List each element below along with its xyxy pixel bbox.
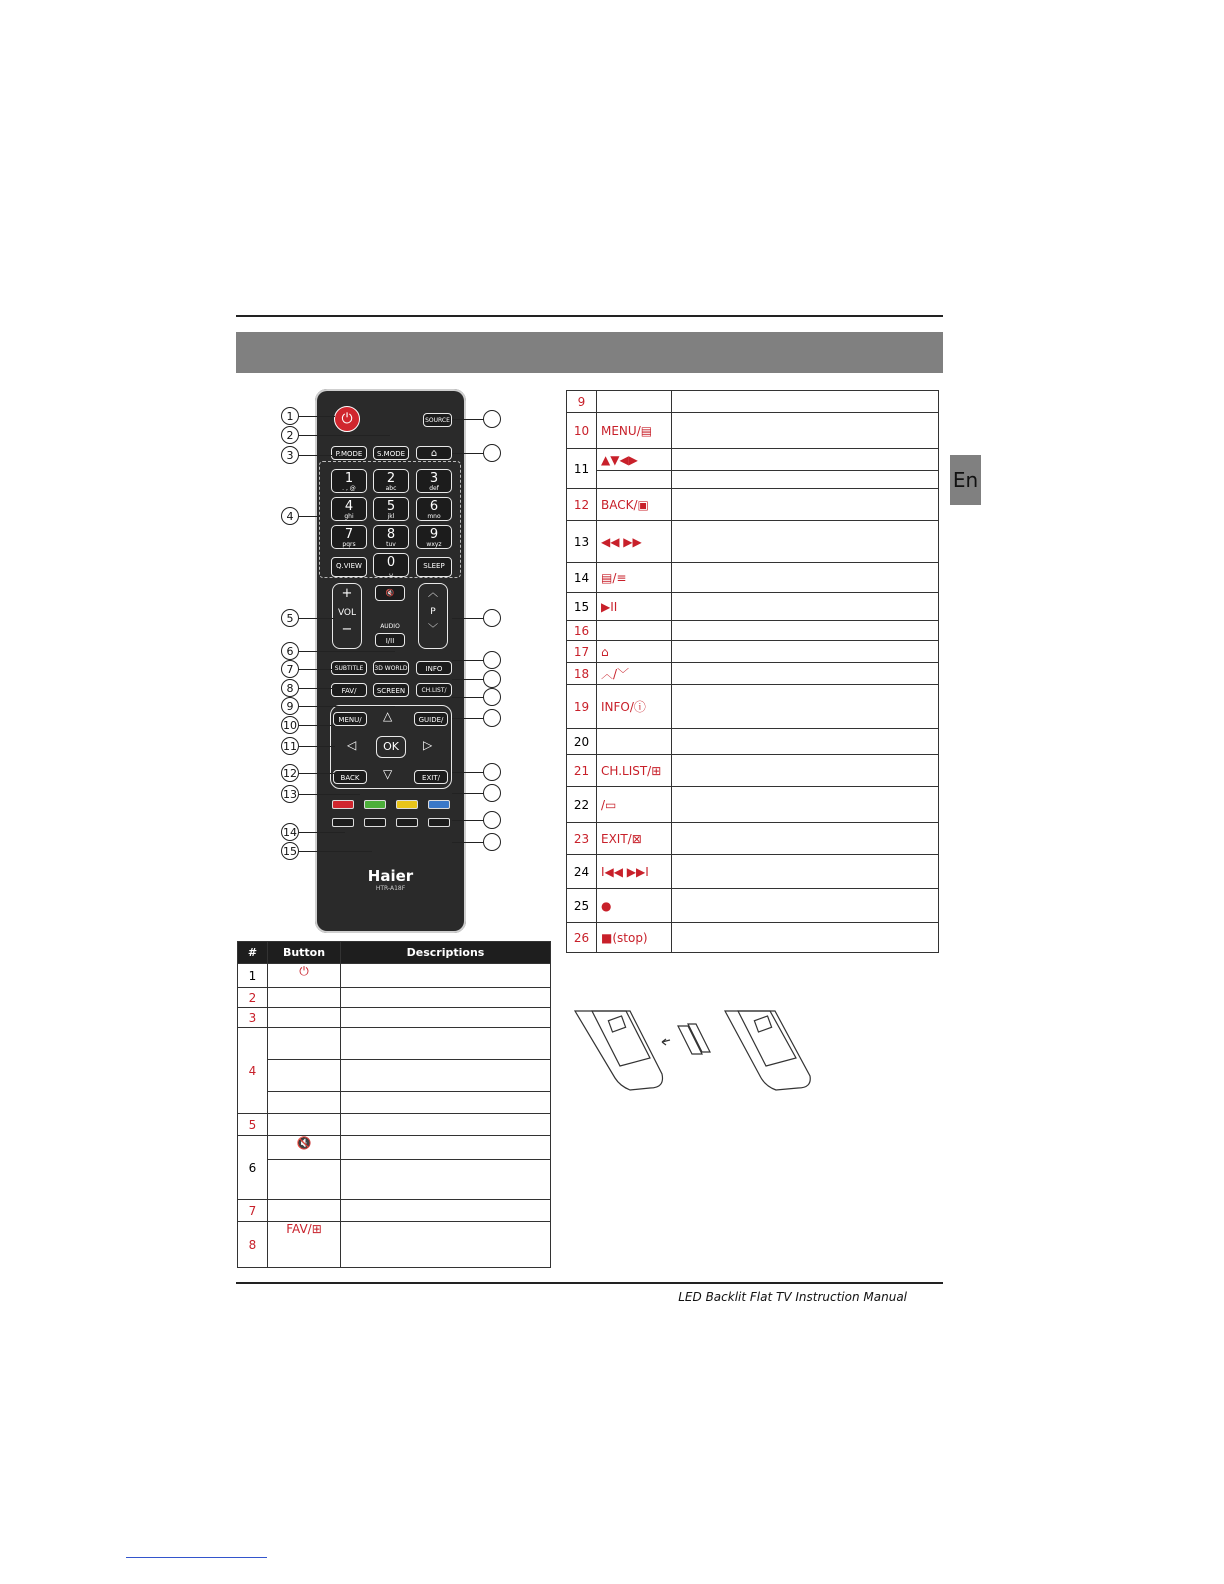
p-label: P	[430, 607, 436, 617]
row-button	[268, 1114, 341, 1136]
row-button	[597, 391, 672, 413]
callout-line	[452, 842, 484, 843]
digit-letters: tuv	[386, 541, 396, 548]
callout-line	[452, 772, 484, 773]
row-number: 20	[567, 729, 597, 755]
3d-world-button: 3D WORLD	[373, 661, 409, 675]
row-number: 18	[567, 663, 597, 685]
table-row	[238, 988, 551, 1008]
callout-line	[299, 455, 335, 456]
callout-line	[299, 725, 335, 726]
table-row	[567, 621, 939, 641]
callout-blank	[483, 670, 501, 688]
digit-label: 8	[386, 527, 396, 542]
row-description	[341, 1092, 551, 1114]
digit-letters: jkl	[387, 513, 395, 520]
green-button	[364, 800, 386, 809]
language-tab: En	[950, 455, 981, 505]
row-description	[341, 1222, 551, 1268]
row-description	[341, 1008, 551, 1028]
row-button	[597, 471, 672, 489]
table-row	[567, 889, 939, 923]
digit-letters: pqrs	[342, 541, 356, 548]
row-button: ●	[597, 889, 672, 923]
callout-line	[452, 697, 484, 698]
callout-2: 2	[281, 426, 299, 444]
row-description	[672, 521, 939, 563]
row-button	[268, 1028, 341, 1060]
callout-5: 5	[281, 609, 299, 627]
subtitle-button: SUBTITLE	[331, 661, 367, 675]
callout-line	[299, 746, 335, 747]
row-number: 12	[567, 489, 597, 521]
callout-blank	[483, 811, 501, 829]
table-row	[238, 1060, 551, 1092]
row-description	[672, 471, 939, 489]
callout-12: 12	[281, 764, 299, 782]
table-row	[238, 1092, 551, 1114]
callout-line	[299, 832, 345, 833]
row-button	[597, 621, 672, 641]
row-number: 17	[567, 641, 597, 663]
callout-line	[452, 679, 484, 680]
row-description	[672, 563, 939, 593]
pmode-button: P.MODE	[331, 446, 367, 460]
row-button: ▶II	[597, 593, 672, 621]
play-pause-button	[364, 818, 386, 827]
row-number: 5	[238, 1114, 268, 1136]
row-number: 15	[567, 593, 597, 621]
table-row	[567, 923, 939, 953]
row-number: 19	[567, 685, 597, 729]
row-button: 🔇	[268, 1136, 341, 1160]
row-description	[341, 988, 551, 1008]
back-button: BACK	[333, 770, 367, 784]
row-number: 16	[567, 621, 597, 641]
row-button: ▲▼◀▶	[597, 449, 672, 471]
row-description	[672, 663, 939, 685]
chlist-button: CH.LIST/	[416, 683, 452, 697]
row-number: 6	[238, 1136, 268, 1200]
callout-line	[299, 851, 372, 852]
row-description	[672, 449, 939, 471]
row-number: 21	[567, 755, 597, 787]
row-number: 13	[567, 521, 597, 563]
number-pad-outline	[319, 461, 461, 578]
row-description	[672, 755, 939, 787]
row-description	[341, 1136, 551, 1160]
digit-label: 6	[429, 499, 439, 514]
digit-label: 2	[386, 471, 396, 486]
row-button	[268, 1008, 341, 1028]
row-button	[268, 988, 341, 1008]
callout-line	[299, 688, 335, 689]
right-button-table	[566, 390, 939, 953]
down-arrow-icon: ▽	[383, 767, 393, 781]
section-banner	[236, 332, 943, 373]
row-description	[672, 593, 939, 621]
callout-line	[452, 453, 484, 454]
digit-label: 1	[344, 471, 354, 486]
row-number: 2	[238, 988, 268, 1008]
row-button: ◀◀ ▶▶	[597, 521, 672, 563]
sleep-button: SLEEP	[416, 557, 452, 577]
power-icon: ⏻	[334, 406, 360, 432]
bottom-rule	[236, 1282, 943, 1284]
table-row	[238, 964, 551, 988]
callout-line	[452, 820, 484, 821]
row-description	[672, 685, 939, 729]
callout-3: 3	[281, 446, 299, 464]
row-description	[341, 1060, 551, 1092]
callout-line	[299, 516, 320, 517]
callout-4: 4	[281, 507, 299, 525]
row-description	[672, 729, 939, 755]
row-number: 24	[567, 855, 597, 889]
row-button: BACK/▣	[597, 489, 672, 521]
table-row	[567, 729, 939, 755]
row-description	[672, 823, 939, 855]
callout-line	[299, 416, 335, 417]
row-description	[672, 787, 939, 823]
header-num: #	[238, 942, 268, 964]
table-row	[238, 1200, 551, 1222]
digit-letters: ghi	[344, 513, 354, 520]
row-button: ︿/﹀	[597, 663, 672, 685]
left-button-table	[237, 941, 551, 1268]
table-row	[567, 823, 939, 855]
row-number: 1	[238, 964, 268, 988]
callout-line	[299, 618, 335, 619]
callout-line	[299, 706, 395, 707]
stop-button	[396, 818, 418, 827]
home-icon: ⌂	[416, 446, 452, 460]
row-button: ■(stop)	[597, 923, 672, 953]
row-description	[672, 413, 939, 449]
digit-label: 9	[429, 527, 439, 542]
ok-button: OK	[376, 736, 406, 758]
qview-button: Q.VIEW	[331, 557, 367, 577]
row-button: FAV/⊞	[268, 1222, 341, 1268]
guide-button: GUIDE/	[414, 712, 448, 726]
digit-label: 7	[344, 527, 354, 542]
digit-label: 5	[386, 499, 396, 514]
battery-illustration	[570, 1006, 830, 1096]
row-number: 25	[567, 889, 597, 923]
callout-9: 9	[281, 697, 299, 715]
callout-blank	[483, 784, 501, 802]
brand-logo: Haier	[367, 867, 414, 885]
callout-blank	[483, 833, 501, 851]
audio-button: I/II	[375, 633, 405, 647]
audio-label: AUDIO	[380, 623, 400, 630]
table-row	[567, 755, 939, 787]
exit-button: EXIT/	[414, 770, 448, 784]
row-button: MENU/▤	[597, 413, 672, 449]
row-number: 10	[567, 413, 597, 449]
callout-blank	[483, 763, 501, 781]
top-rule	[236, 315, 943, 317]
digit-letters: abc	[385, 485, 397, 492]
table-row	[567, 685, 939, 729]
teletext-button	[332, 818, 354, 827]
table-row	[238, 1008, 551, 1028]
row-button: I◀◀ ▶▶I	[597, 855, 672, 889]
callout-11: 11	[281, 737, 299, 755]
row-number: 4	[238, 1028, 268, 1114]
table-header	[238, 942, 551, 964]
row-button	[268, 1092, 341, 1114]
table-row	[567, 663, 939, 685]
table-row	[238, 1028, 551, 1060]
row-button	[268, 1160, 341, 1200]
vol-label: VOL	[337, 608, 357, 618]
digit-letters: mno	[427, 513, 441, 520]
row-button	[268, 1060, 341, 1092]
callout-blank	[483, 444, 501, 462]
row-description	[672, 889, 939, 923]
callout-13: 13	[281, 785, 299, 803]
row-button: ▤/≡	[597, 563, 672, 593]
table-row	[567, 413, 939, 449]
record-button	[428, 818, 450, 827]
row-button: INFO/ⓘ	[597, 685, 672, 729]
row-button: /▭	[597, 787, 672, 823]
table-row	[567, 489, 939, 521]
table-row	[567, 641, 939, 663]
row-description	[672, 923, 939, 953]
row-number: 14	[567, 563, 597, 593]
callout-line	[299, 794, 360, 795]
callout-1: 1	[281, 407, 299, 425]
row-description	[341, 1160, 551, 1200]
callout-line	[452, 419, 484, 420]
row-button: EXIT/⊠	[597, 823, 672, 855]
callout-line	[299, 651, 395, 652]
digit-label: 3	[429, 471, 439, 486]
row-description	[672, 855, 939, 889]
footer-link-underline	[126, 1557, 267, 1558]
row-number: 3	[238, 1008, 268, 1028]
row-description	[672, 621, 939, 641]
callout-line	[452, 718, 484, 719]
row-number: 23	[567, 823, 597, 855]
table-row	[238, 1222, 551, 1268]
row-number: 11	[567, 449, 597, 489]
red-button	[332, 800, 354, 809]
yellow-button	[396, 800, 418, 809]
row-button	[597, 729, 672, 755]
header-desc: Descriptions	[341, 942, 551, 964]
row-number: 26	[567, 923, 597, 953]
callout-blank	[483, 410, 501, 428]
mute-icon: 🔇	[375, 585, 405, 601]
row-description	[341, 1200, 551, 1222]
blue-button	[428, 800, 450, 809]
callout-6: 6	[281, 642, 299, 660]
digit-letters: def	[429, 485, 439, 492]
callout-blank	[483, 709, 501, 727]
table-row	[238, 1114, 551, 1136]
row-button: ⏻	[268, 964, 341, 988]
callout-line	[299, 669, 335, 670]
row-description	[341, 964, 551, 988]
up-arrow-icon: △	[383, 709, 393, 723]
table-row	[567, 787, 939, 823]
row-button: CH.LIST/⊞	[597, 755, 672, 787]
table-row	[238, 1136, 551, 1160]
row-description	[672, 391, 939, 413]
row-number: 9	[567, 391, 597, 413]
row-button	[268, 1200, 341, 1222]
row-number: 7	[238, 1200, 268, 1222]
table-row	[567, 521, 939, 563]
callout-8: 8	[281, 679, 299, 697]
table-row	[567, 855, 939, 889]
callout-line	[452, 618, 484, 619]
channel-rocker: ︿ P ﹀	[418, 583, 448, 649]
table-row	[567, 593, 939, 621]
row-description	[672, 641, 939, 663]
table-row	[567, 471, 939, 489]
table-row	[567, 563, 939, 593]
callout-10: 10	[281, 716, 299, 734]
callout-line	[299, 773, 335, 774]
smode-button: S.MODE	[373, 446, 409, 460]
callout-15: 15	[281, 842, 299, 860]
row-number: 8	[238, 1222, 268, 1268]
row-button: ⌂	[597, 641, 672, 663]
callout-line	[452, 793, 484, 794]
row-description	[341, 1028, 551, 1060]
menu-button: MENU/	[333, 712, 367, 726]
volume-rocker: + VOL −	[332, 583, 362, 649]
callout-line	[299, 435, 390, 436]
info-button: INFO	[416, 661, 452, 675]
callout-blank	[483, 688, 501, 706]
header-button: Button	[268, 942, 341, 964]
digit-letters: . , @	[342, 485, 356, 492]
digit-label: 4	[344, 499, 354, 514]
row-description	[341, 1114, 551, 1136]
fav-button: FAV/	[331, 683, 367, 697]
footer-title: LED Backlit Flat TV Instruction Manual	[678, 1290, 907, 1304]
row-number: 22	[567, 787, 597, 823]
digit-0-button: 0 ␣	[373, 553, 409, 577]
table-row	[238, 1160, 551, 1200]
table-row	[567, 449, 939, 471]
model-label: HTR-A18F	[375, 885, 406, 892]
source-button: SOURCE	[423, 413, 452, 427]
callout-14: 14	[281, 823, 299, 841]
callout-7: 7	[281, 660, 299, 678]
callout-blank	[483, 609, 501, 627]
left-arrow-icon: ◁	[347, 738, 357, 752]
callout-blank	[483, 651, 501, 669]
table-row	[567, 391, 939, 413]
right-arrow-icon: ▷	[423, 738, 433, 752]
callout-line	[452, 660, 484, 661]
row-description	[672, 489, 939, 521]
digit-letters: wxyz	[426, 541, 442, 548]
screen-button: SCREEN	[373, 683, 409, 697]
